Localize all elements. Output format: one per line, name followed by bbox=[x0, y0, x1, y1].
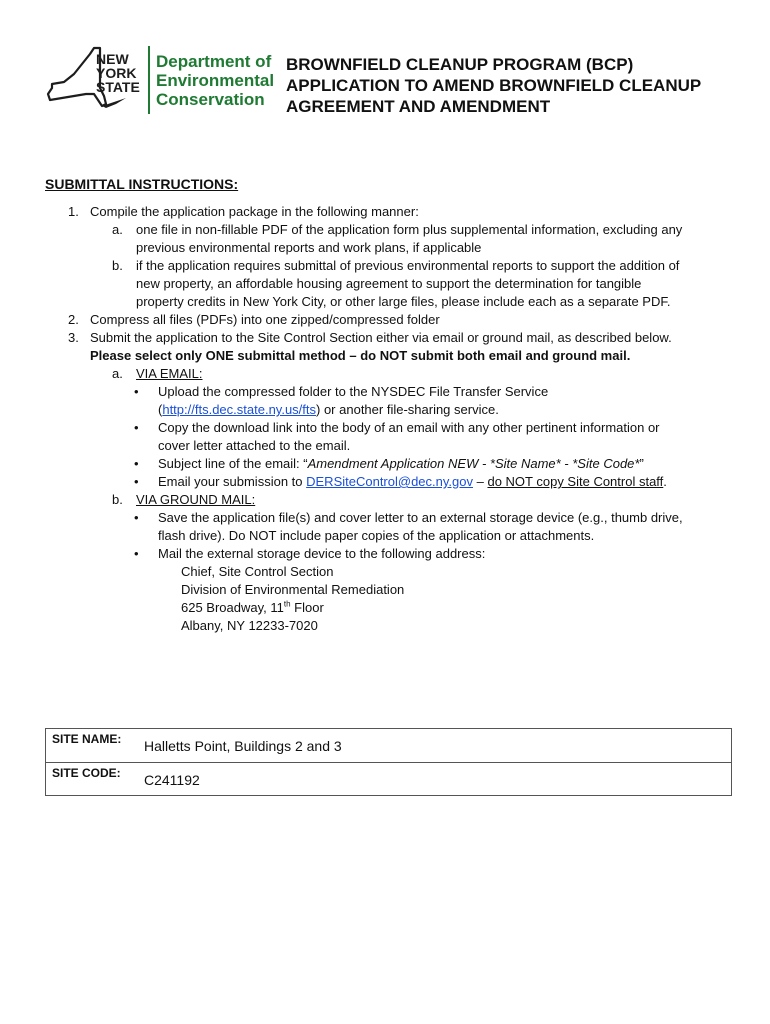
site-name-field[interactable]: Halletts Point, Buildings 2 and 3 bbox=[144, 738, 342, 754]
via-email-label: VIA EMAIL: bbox=[136, 366, 203, 381]
logo-divider bbox=[148, 46, 150, 114]
via-ground-mail-label: VIA GROUND MAIL: bbox=[136, 492, 256, 507]
instruction-item-1: 1. Compile the application package in the following manner: bbox=[68, 204, 419, 219]
mail-bullet-2: • Mail the external storage device to the following address: bbox=[134, 546, 486, 561]
via-email-section: a. VIA EMAIL: bbox=[44, 365, 734, 383]
email-bullet-4: • Email your submission to DERSiteControl@dec.ny.gov – do NOT copy Site Control staff. bbox=[134, 474, 667, 489]
site-code-row bbox=[46, 762, 731, 796]
instruction-item-1a: a. one file in non-fillable PDF of the application form plus supplemental information, excluding any bbox=[112, 222, 683, 237]
mail-bullet-1: • Save the application file(s) and cover letter to an external storage device (e.g., thumb drive, bbox=[134, 510, 683, 525]
ny-state-wordmark: NEW YORK STATE bbox=[96, 51, 140, 95]
site-info-table bbox=[45, 728, 732, 796]
nysdec-logo bbox=[44, 44, 274, 116]
site-name-label: SITE NAME: bbox=[52, 732, 122, 746]
instruction-item-2: 2. Compress all files (PDFs) into one zipped/compressed folder bbox=[68, 312, 440, 327]
site-code-field[interactable]: C241192 bbox=[144, 772, 200, 788]
instruction-item-3: 3. Submit the application to the Site Control Section either via email or ground mail, as described below. bbox=[68, 330, 672, 345]
submittal-instructions: 1. Compile the application package in the following manner: a. one file in non-fillable PDF of the application form plus supplemental information, excluding any previous environmental reports and work plans, if applicable b. if the application requires submittal of previous environmental reports to support the addition of new property, an affordable housing agreement to support the determination for tangible property credits in New York City, or other large files, please include each as a separate PDF. 2. Compress all files (PDFs) into one zipped/compressed folder 3. Submit the application to the Site Control Section either via email or ground mail, as described below. Please select only ONE submittal method – do NOT submit both email and ground mail. a. VIA EMAIL: • Upload the compressed folder to the NYSDEC File Transfer Service (http://fts.dec.state.ny.us/fts) or another file-sharing service. • Copy the download link into the body of an email with any other pertinent information or cover letter attached to the email. • Subject line of the email: “Amendment Application NEW - *Site Name* - *Site Code*” • Email your submission to DERSiteControl@dec.ny.gov – do NOT copy Site Control staff. b. VIA GROUND MAIL: • Save the application file(s) and cover letter to an external storage device (e.g., thumb drive, flash drive). Do NOT include paper copies of the application or attachments. • Mail the external storage device to the following address: Chief, Site Control Section Division of Environmental Remediation 625 Broadway, 11th Floor Albany, NY 12233-7020 bbox=[44, 203, 734, 635]
instruction-item-1b-line: property credits in New York City, or other large files, please include each as a separate PDF. bbox=[136, 294, 671, 309]
mailing-address: Chief, Site Control Section Division of Environmental Remediation 625 Broadway, 11th Floor Albany, NY 12233-7020 bbox=[181, 564, 405, 633]
site-name-row bbox=[46, 729, 731, 762]
instruction-item-1b: b. if the application requires submittal of previous environmental reports to support the addition of bbox=[112, 258, 680, 273]
email-bullet-2-line: cover letter attached to the email. bbox=[158, 438, 351, 453]
email-bullet-1: • Upload the compressed folder to the NYSDEC File Transfer Service bbox=[134, 384, 549, 399]
site-code-label: SITE CODE: bbox=[52, 766, 121, 780]
dec-wordmark: Department of Environmental Conservation bbox=[156, 52, 275, 109]
instruction-item-1a-line: previous environmental reports and work plans, if applicable bbox=[136, 240, 482, 255]
form-title: BROWNFIELD CLEANUP PROGRAM (BCP) APPLICATION TO AMEND BROWNFIELD CLEANUP AGREEMENT AND AMENDMENT bbox=[286, 55, 702, 116]
email-bullet-3: • Subject line of the email: “Amendment Application NEW - *Site Name* - *Site Code*” bbox=[134, 456, 644, 471]
fts-link[interactable]: http://fts.dec.state.ny.us/fts bbox=[162, 402, 317, 417]
site-control-email-link[interactable]: DERSiteControl@dec.ny.gov bbox=[306, 474, 473, 489]
via-ground-mail-section: b. VIA GROUND MAIL: bbox=[44, 491, 734, 509]
instruction-item-1b-line: new property, an affordable housing agreement to support the determination for tangible bbox=[136, 276, 642, 291]
submittal-method-note: Please select only ONE submittal method – do NOT submit both email and ground mail. bbox=[90, 348, 631, 363]
submittal-instructions-heading: SUBMITTAL INSTRUCTIONS: bbox=[45, 176, 239, 192]
mail-bullet-1-line: flash drive). Do NOT include paper copies of the application or attachments. bbox=[158, 528, 595, 543]
email-bullet-2: • Copy the download link into the body of an email with any other pertinent information or bbox=[134, 420, 660, 435]
